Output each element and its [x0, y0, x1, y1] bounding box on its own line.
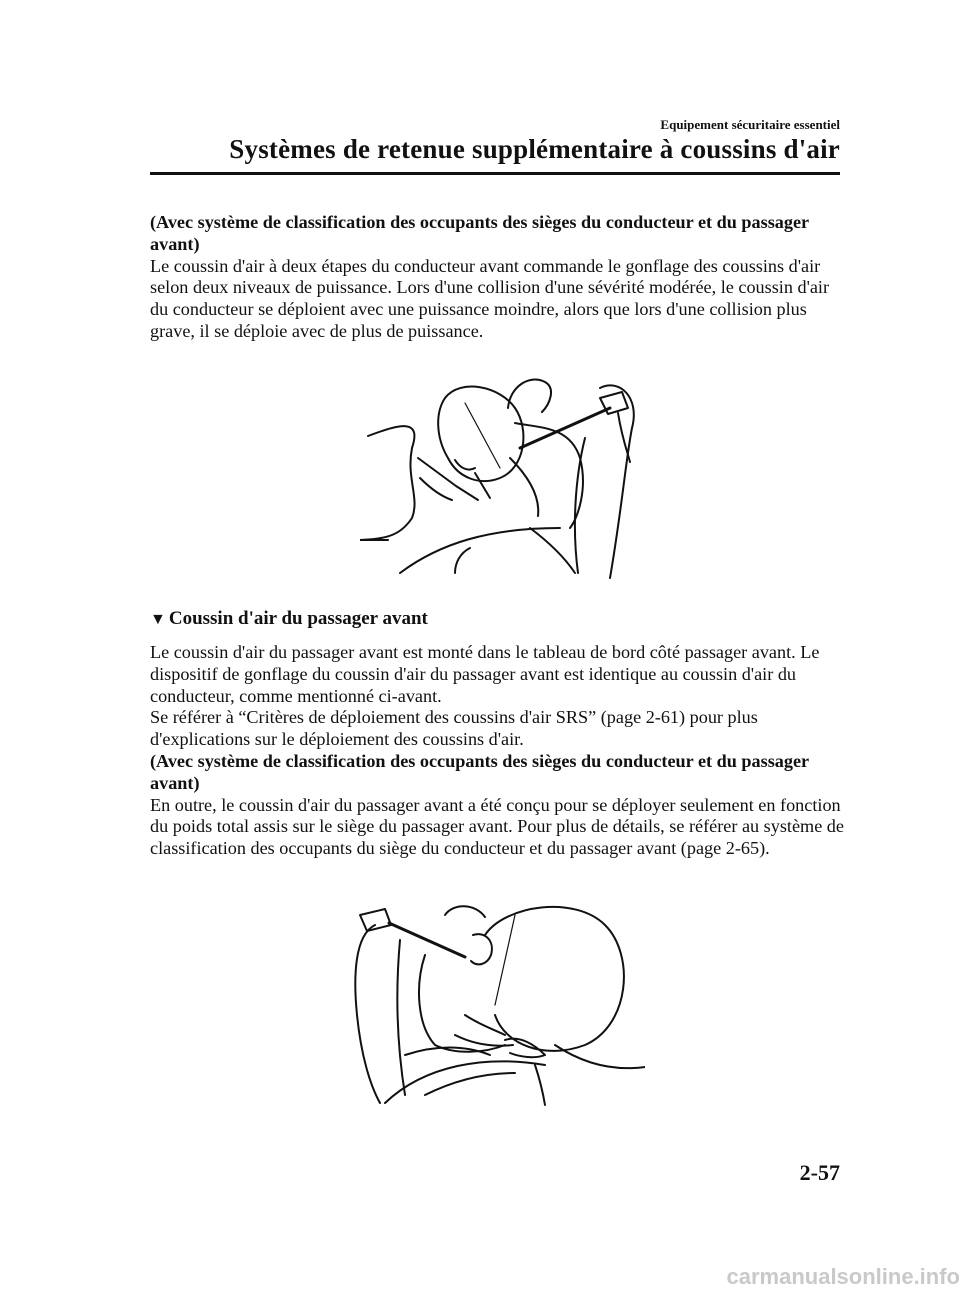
header-section-label: Equipement sécuritaire essentiel: [660, 117, 840, 132]
driver-airbag-illustration: [360, 368, 650, 580]
header-divider: [150, 172, 840, 175]
page-number: 2-57: [799, 1160, 840, 1185]
passenger-paragraph-1: Le coussin d'air du passager avant est monté dans le tableau de bord côté passager avant. Le dispositif de gonflage du coussin d'air du passager avant est identique au coussin d'air du conducteur, comme mentionné ci-avant.: [150, 642, 820, 706]
intro-note: (Avec système de classification des occupants des sièges du conducteur et du passager avant): [150, 212, 809, 254]
intro-paragraph: Le coussin d'air à deux étapes du conducteur avant commande le gonflage des coussins d'air selon deux niveaux de puissance. Lors d'une collision d'une sévérité modérée, le coussin d'air du conducteur se déploient avec une puissance moindre, alors que lors d'une collision plus grave, il se déploie avec de plus de puissance.: [150, 255, 830, 341]
passenger-paragraph-3: En outre, le coussin d'air du passager avant a été conçu pour se déployer seulement en fonction du poids total assis sur le siège du passager avant. Pour plus de détails, se référer au système de classification des occupants du siège du conducteur et du passager avant (page 2-65).: [150, 794, 844, 859]
passenger-paragraph-2: Se référer à “Critères de déploiement des coussins d'air SRS” (page 2-61) pour plus d'explications sur le déploiement des coussins d'air.: [150, 707, 758, 750]
passenger-block: [150, 642, 850, 860]
section-heading-text: Coussin d'air du passager avant: [168, 608, 428, 629]
passenger-note: (Avec système de classification des occupants des sièges du conducteur et du passager avant): [150, 750, 809, 793]
watermark: carmanualsonline.info: [726, 1264, 960, 1289]
intro-block: [150, 212, 850, 343]
passenger-airbag-illustration: [345, 895, 645, 1107]
page-title: Systèmes de retenue supplémentaire à coussins d'air: [229, 134, 840, 164]
section-marker-icon: ▼: [150, 611, 166, 628]
section-heading: [150, 608, 428, 630]
